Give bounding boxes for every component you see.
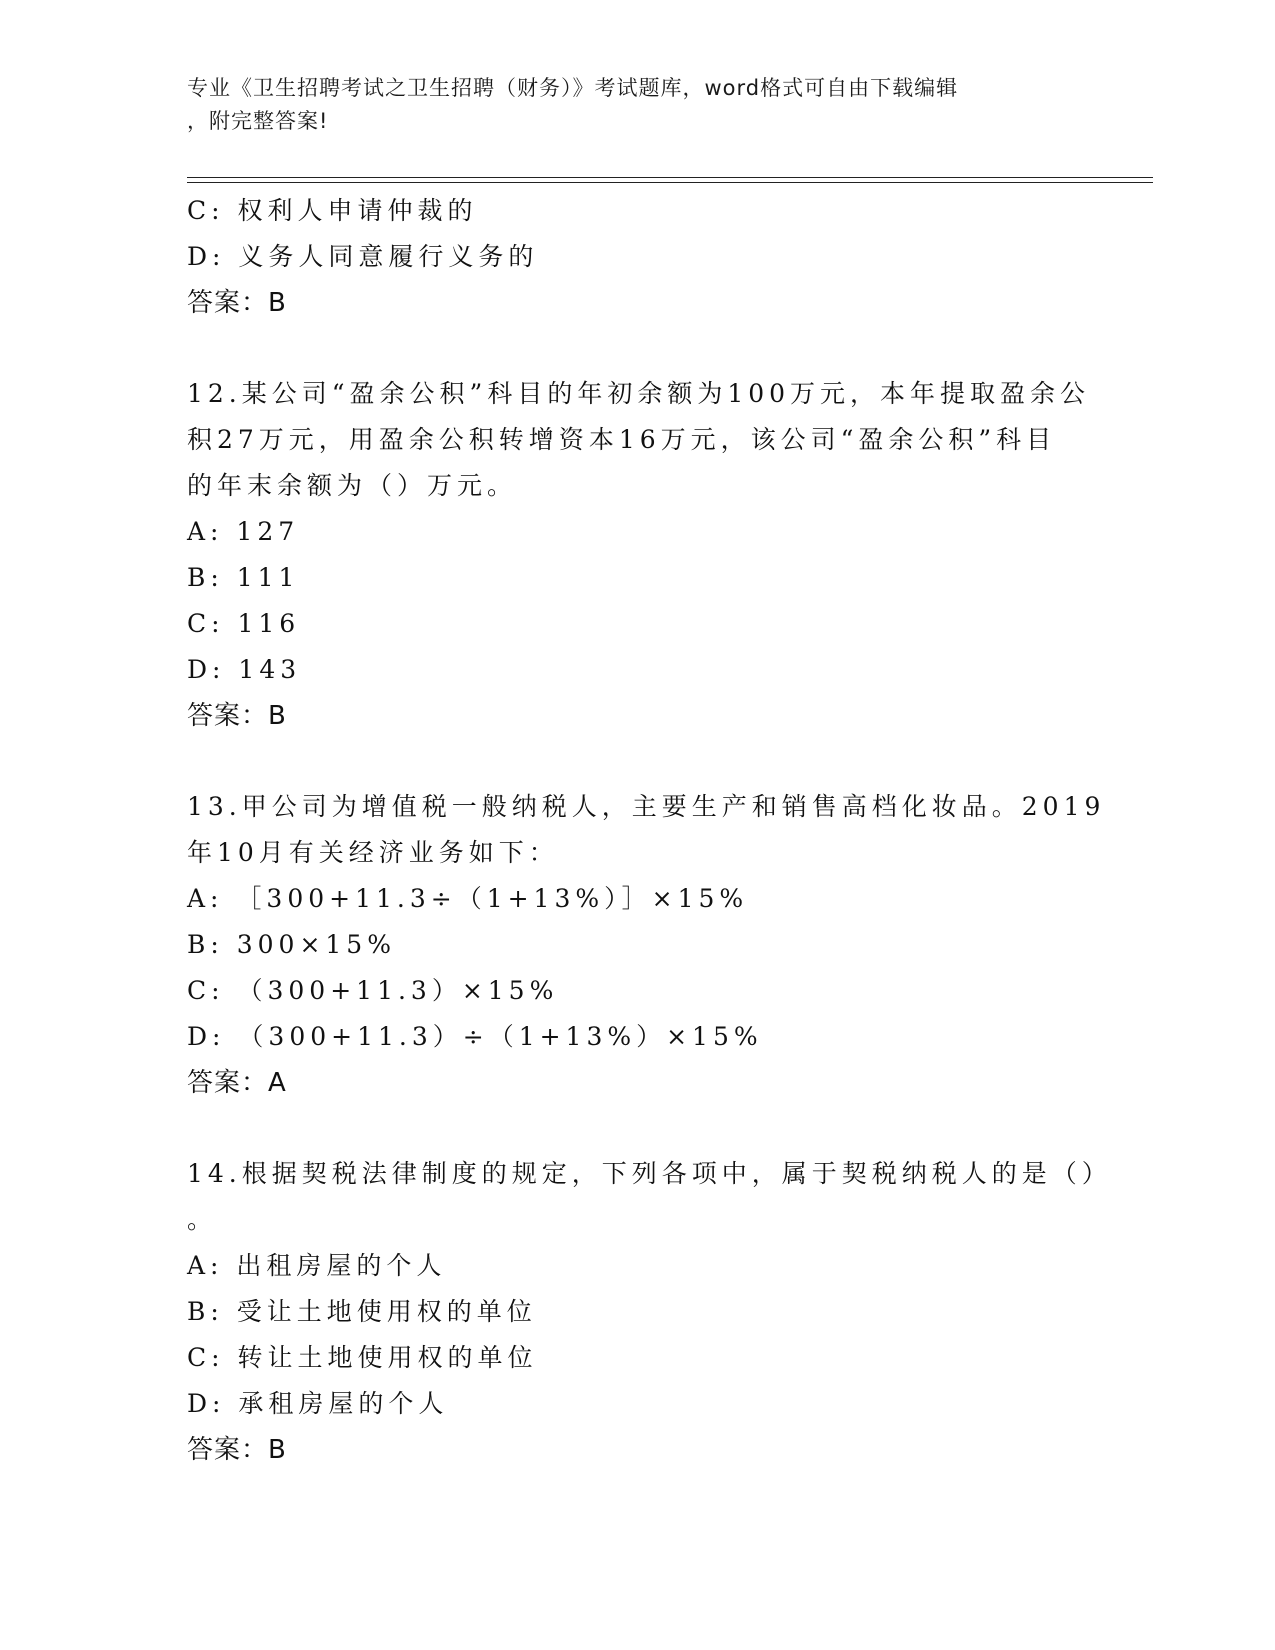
question-text: 的年末余额为（）万元。 [187,471,518,500]
question-list [187,188,1112,1473]
answer: 答案：B [187,288,287,318]
question-11-tail [187,188,1087,326]
option-a: A: 出租房屋的个人 [187,1251,447,1280]
question-text: 12.某公司“盈余公积”科目的年初余额为100万元，本年提取盈余公 [187,379,1091,408]
header-divider-bottom [187,182,1153,183]
document-header [187,72,1067,138]
option-c: C: 转让土地使用权的单位 [187,1343,538,1372]
option-b: B: 300×15% [187,930,396,959]
option-a: A: ［300+11.3÷（1+13%）］×15% [187,884,749,913]
option-b: B: 111 [187,563,300,592]
question-13 [187,784,1106,1106]
question-text: 积27万元，用盈余公积转增资本16万元，该公司“盈余公积”科目 [187,425,1057,454]
header-line-1: 专业《卫生招聘考试之卫生招聘（财务）》考试题库，word格式可自由下载编辑 [187,76,959,100]
option-d: D: 承租房屋的个人 [187,1389,449,1418]
question-12 [187,371,1091,739]
option-c: C: 权利人申请仲裁的 [187,196,478,225]
option-d: D: （300+11.3）÷（1+13%）×15% [187,1022,763,1051]
option-c: C: 116 [187,609,301,638]
question-text: 14.根据契税法律制度的规定，下列各项中，属于契税纳税人的是（） [187,1159,1112,1188]
question-text: 年10月有关经济业务如下： [187,838,559,867]
option-d: D: 义务人同意履行义务的 [187,242,539,271]
answer: 答案：B [187,701,287,731]
header-divider-top [187,177,1153,178]
question-text: 13.甲公司为增值税一般纳税人，主要生产和销售高档化妆品。2019 [187,792,1106,821]
question-text: 。 [187,1205,218,1234]
option-a: A: 127 [187,517,300,546]
option-b: B: 受让土地使用权的单位 [187,1297,537,1326]
answer: 答案：A [187,1068,287,1098]
answer: 答案：B [187,1435,287,1465]
option-c: C: （300+11.3）×15% [187,976,559,1005]
header-line-2: ，附完整答案! [187,109,329,133]
question-14 [187,1151,1112,1473]
option-d: D: 143 [187,655,302,684]
